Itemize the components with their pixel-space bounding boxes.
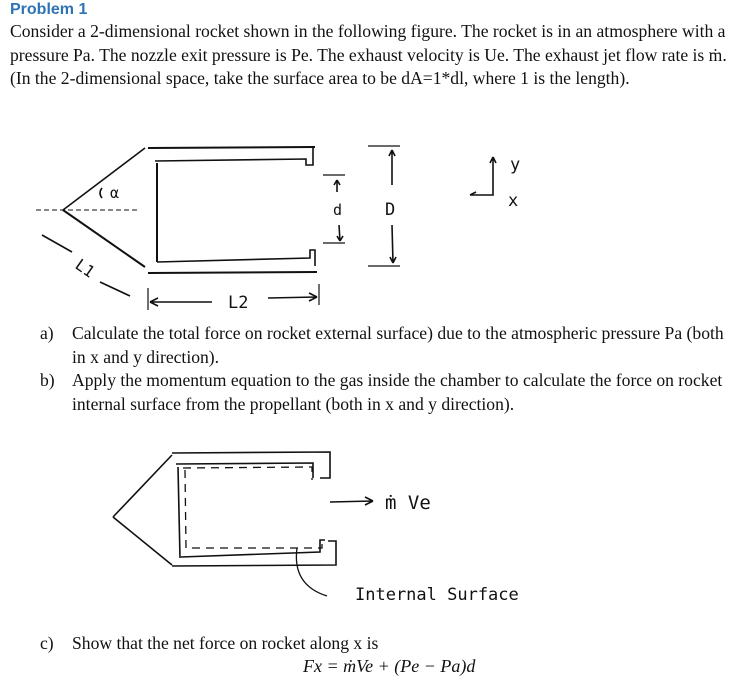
- outer-bottom-wall: [148, 272, 317, 273]
- axis-x-label: x: [508, 191, 519, 211]
- internal-surface-dashed-bottom: [185, 470, 322, 548]
- angle-label: α: [110, 184, 120, 202]
- axis-icon: [470, 157, 496, 195]
- question-c-label: c): [40, 633, 54, 653]
- angle-arc: [100, 188, 102, 198]
- problem-title: Problem 1: [10, 1, 88, 18]
- cone-top: [113, 455, 172, 517]
- l2-label: L2: [228, 293, 249, 313]
- inner-bottom-wall: [157, 250, 315, 266]
- inner-left-wall: [178, 467, 180, 558]
- outer-top-wall: [148, 147, 315, 148]
- question-a-text: Calculate the total force on rocket external surface) due to the atmospheric pressure Pa (both in x and y direction).: [72, 323, 724, 367]
- question-b: [40, 369, 730, 416]
- net-force-formula: Fx = ṁVe + (Pe − Pa)d: [303, 656, 476, 676]
- d-label: d: [333, 201, 343, 219]
- outer-top-wall: [172, 452, 330, 478]
- problem-intro: Consider a 2-dimensional rocket shown in the following figure. The rocket is in an atmosphere with a pressure Pa. The nozzle exit pressure is Pe. The exhaust velocity is Ue. The exhaust jet flow rate is ṁ. (In the 2-dimensional space, take the surface area to be dA=1*dl, where 1 is the length).: [10, 21, 727, 88]
- question-c: [40, 632, 730, 656]
- question-b-text: Apply the momentum equation to the gas inside the chamber to calculate the force on rocket internal surface from the propellant (both in x and y direction).: [72, 370, 723, 414]
- cone-top: [63, 148, 145, 210]
- question-a-label: a): [40, 323, 54, 343]
- D-label: D: [385, 200, 396, 220]
- flow-label: ṁ Ve: [385, 492, 431, 514]
- axis-y-label: y: [510, 155, 521, 175]
- question-b-label: b): [40, 370, 55, 390]
- cone-bottom: [113, 517, 172, 565]
- inner-top-wall: [176, 463, 313, 478]
- inner-top-wall: [155, 147, 313, 165]
- internal-surface-label: Internal Surface: [355, 585, 519, 605]
- rocket-figure-2: [113, 452, 373, 596]
- l1-arrow-right: [100, 282, 130, 296]
- l1-arrow-left: [42, 235, 72, 252]
- question-a: [40, 322, 730, 369]
- l1-label: L1: [71, 254, 99, 282]
- leader-line: [296, 548, 327, 596]
- internal-surface-dashed: [183, 467, 312, 480]
- outer-bottom-wall: [172, 541, 336, 566]
- flow-arrow-icon: [330, 497, 373, 505]
- question-c-text: Show that the net force on rocket along x is: [72, 633, 379, 653]
- cone-bottom: [63, 210, 145, 267]
- rocket-figure-1: [36, 146, 496, 310]
